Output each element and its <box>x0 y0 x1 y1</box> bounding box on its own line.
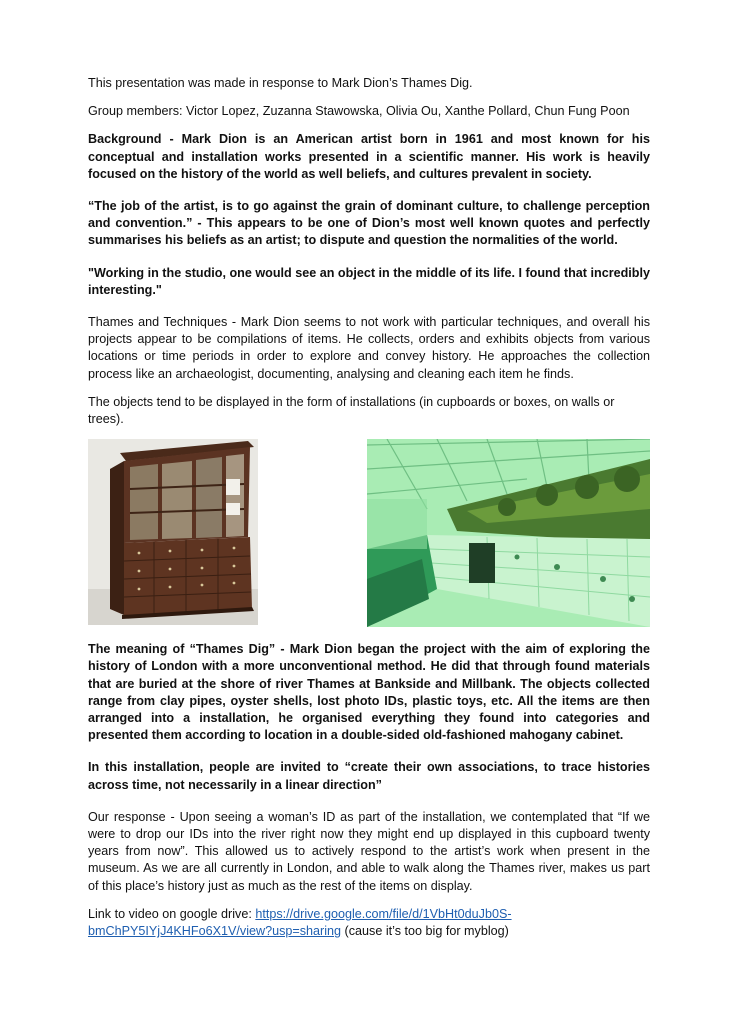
background-paragraph: Background - Mark Dion is an American artist born in 1961 and most known for his conceptual and installation works presented in a scientific manner. His work is heavily focused on the history of the world as well beliefs, and cultures prevalent in society. <box>88 132 650 181</box>
techniques-paragraph: Thames and Techniques - Mark Dion seems to not work with particular techniques, and overall his projects appear to be compilations of items. He collects, orders and exhibits objects from various locations or time periods in order to explore and convey history. He approaches the collection process like an archaeologist, documenting, analysing and cleaning each item he finds. <box>88 315 650 381</box>
drive-link-part-2[interactable]: bmChPY5IYjJ4KHFo6X1V/view?usp=sharing <box>88 924 342 939</box>
image-row <box>88 439 650 627</box>
intro-line: This presentation was made in response to Mark Dion’s Thames Dig. <box>88 76 473 90</box>
greenhouse-photo <box>367 439 650 627</box>
display-paragraph: The objects tend to be displayed in the form of installations (in cupboards or boxes, on walls or trees). <box>88 394 615 427</box>
group-members: Group members: Victor Lopez, Zuzanna Stawowska, Olivia Ou, Xanthe Pollard, Chun Fung Poon <box>88 104 630 119</box>
meaning-paragraph: The meaning of “Thames Dig” - Mark Dion began the project with the aim of exploring the history of London with a more unconventional method. He did that through found materials that are buried at the shore of river Thames at Bankside and Millbank. The objects collected range from clay pipes, oyster shells, lost photo IDs, plastic toys, etc. All the items are then arranged into a installation, he organised everything they found into categories and presented them according to location in a double-sided old-fashioned mahogany cabinet. <box>88 642 650 743</box>
cabinet-photo <box>88 439 258 625</box>
greenhouse-illustration <box>367 439 650 627</box>
link-prefix: Link to video on google drive: <box>88 906 256 921</box>
link-suffix: (cause it’s too big for myblog) <box>341 924 509 939</box>
quote-paragraph-2: "Working in the studio, one would see an object in the middle of its life. I found that incredibly interesting." <box>88 265 650 297</box>
installation-paragraph: In this installation, people are invited to “create their own associations, to trace histories across time, not necessarily in a linear direction” <box>88 760 650 792</box>
quote-paragraph-1: “The job of the artist, is to go against the grain of dominant culture, to challenge perception and convention.” - This appears to be one of Dion’s most well known quotes and perfectly summarises his beliefs as an artist; to dispute and question the normalities of the world. <box>88 199 650 248</box>
cabinet-illustration <box>88 439 258 625</box>
drive-link-part-1[interactable]: https://drive.google.com/file/d/1VbHt0duJb0S- <box>255 906 512 921</box>
video-link-paragraph <box>88 906 650 940</box>
response-paragraph: Our response - Upon seeing a woman’s ID as part of the installation, we contemplated that “If we were to drop our IDs into the river right now they might end up displayed in this cupboard twenty years from now”. This allowed us to actively respond to the artist’s work when present in the museum. As we are all currently in London, and able to walk along the Thames river, makes us part of this place’s history just as much as the rest of the items on display. <box>88 809 650 893</box>
